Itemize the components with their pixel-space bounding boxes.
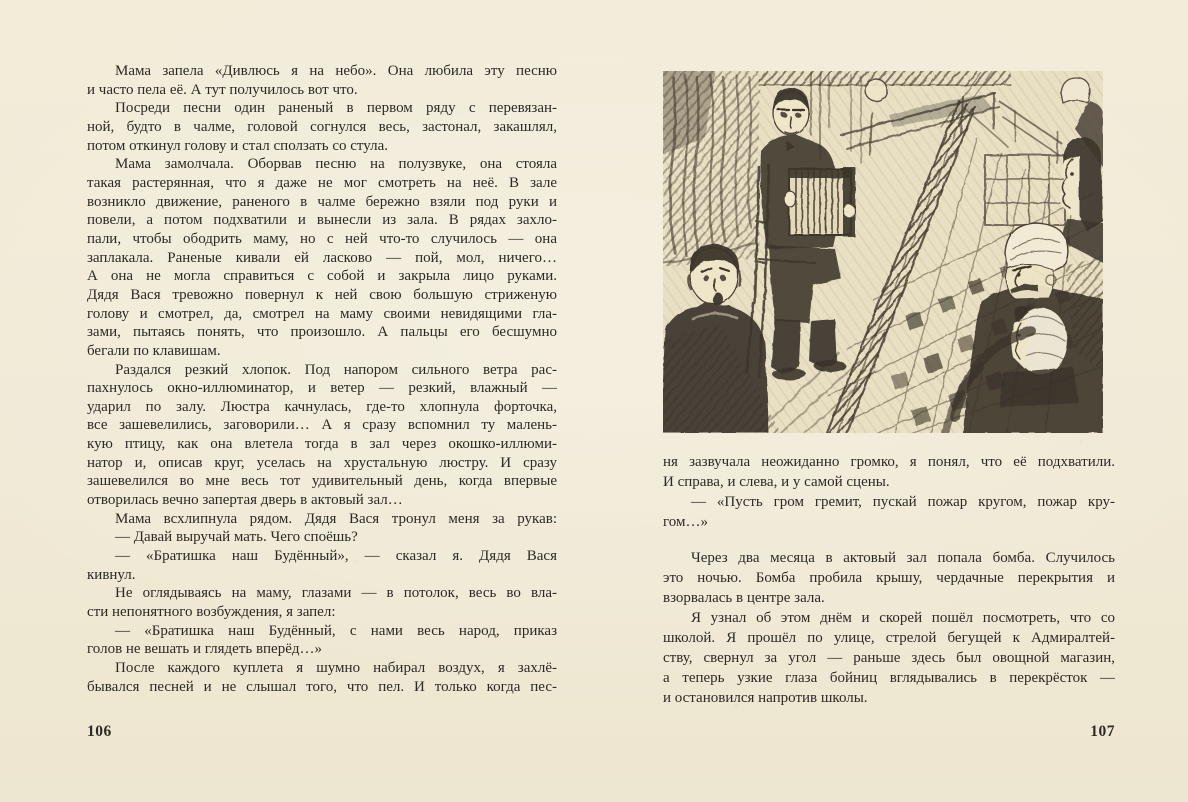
text-line: — Давай выручай мать. Чего споёшь? [115, 529, 358, 546]
text-line: бегали по клавишам. [87, 342, 221, 359]
text-line: кую птицу, как она влетела тогда в зал через окошко-иллюми- [87, 436, 557, 453]
paragraph [87, 584, 557, 621]
paragraph [663, 608, 1115, 708]
text-line: взорвалась в центре зала. [663, 590, 825, 606]
text-line: пали, чтобы ободрить маму, но с ней что-то случилось — она [87, 230, 557, 247]
accordion [784, 167, 855, 237]
text-line: ству, свернул за угол — раньше здесь был овощной магазин, [663, 650, 1115, 666]
text-line: повели, а потом подхватили и вынесли из зала. В рядах захло- [87, 212, 557, 229]
text-line: ня зазвучала неожиданно громко, я понял, что её подхватили. [663, 454, 1115, 470]
illustration-drawing [663, 71, 1103, 433]
text-line: зами, пытаясь понять, что произошло. А пальцы его бесшумно [87, 324, 557, 341]
paragraph [87, 361, 557, 510]
text-line: бывался песней и не слышал того, что пел. И только когда пес- [87, 678, 557, 695]
text-line: такая растерянная, что я даже не мог смотреть на неё. В зале [87, 174, 557, 191]
text-line: натор и, описав круг, уселась на хрустальную люстру. И сразу [87, 454, 557, 471]
text-line: возникло движение, раненого в чалме бережно взяли под руки и [87, 193, 557, 210]
text-line: Через два месяца в актовый зал попала бомба. Случилось [691, 550, 1115, 566]
text-line: и остановился напротив школы. [663, 690, 868, 706]
paragraph [663, 548, 1115, 608]
text-line: После каждого куплета я шумно набирал воздух, я захлё- [115, 660, 557, 676]
text-line: Посреди песни один раненый в первом ряду с перевязан- [115, 100, 557, 117]
text-line: Мама запела «Дивлюсь я на небо». Она любила эту песню [115, 63, 557, 79]
text-line: отворилась вечно запертая дверь в актовый зал… [87, 492, 403, 509]
text-line: кивнул. [87, 566, 136, 583]
paragraph [663, 492, 1115, 532]
paragraph [87, 510, 557, 529]
text-line: ной, будто в чалме, головой согнулся весь, застонал, закашлял, [87, 118, 557, 135]
text-line: Мама замолчала. Оборвав песню на полузвуке, она стояла [115, 156, 557, 173]
paragraph [87, 155, 557, 360]
page-number-left: 106 [87, 723, 112, 740]
text-line: гом…» [663, 514, 708, 530]
text-line: сти непонятного возбуждения, я запел: [87, 604, 336, 621]
text-line: ударил по залу. Люстра качнулась, где-то хлопнула форточка, [87, 398, 557, 415]
page-number-right: 107 [1090, 723, 1115, 740]
text-line: все зашевелились, заговорили… А я сразу вспомнил ту малень- [87, 417, 557, 434]
text-line: — «Братишка наш Будённый, с нами весь народ, приказ [115, 622, 557, 639]
story-illustration [663, 71, 1103, 433]
text-line: Мама всхлипнула рядом. Дядя Вася тронул меня за рукав: [115, 510, 557, 527]
text-line: Я узнал об этом днём и скорей пошёл посмотреть, что со [691, 610, 1115, 626]
paragraph [87, 99, 557, 155]
paragraph [87, 62, 557, 99]
paragraph [87, 659, 557, 696]
text-line: и часто пела её. А тут получилось вот что. [87, 81, 358, 98]
right-text-column [663, 452, 1115, 708]
text-line: Не оглядываясь на маму, глазами — в потолок, весь во вла- [115, 585, 557, 602]
paragraph [87, 547, 557, 584]
text-line: — «Пусть гром гремит, пускай пожар кругом, пожар кру- [691, 494, 1115, 510]
text-line: заплакала. Раненые кивали ей ласково — пой, мол, ничего… [87, 249, 557, 266]
text-line: голову и смотрел, да, смотрел на маму своими невидящими гла- [87, 305, 557, 322]
text-line: это ночью. Бомба пробила крышу, чердачные перекрытия и [663, 570, 1115, 586]
text-line: а теперь узкие глаза бойниц вглядывались в перекрёсток — [663, 670, 1115, 686]
text-line: голов не вешать и глядеть вперёд…» [87, 641, 322, 658]
text-line: Дядя Вася тревожно повернул к ней свою большую стриженую [87, 286, 557, 303]
text-line: И справа, и слева, и у самой сцены. [663, 474, 890, 490]
text-line: зашевелился во мне весь тот удивительный день, когда впервые [87, 473, 557, 490]
text-line: потом откинул голову и стал сползать со стула. [87, 137, 388, 154]
text-line: А она не могла справиться с собой и закрыла лицо руками. [87, 268, 557, 285]
text-line: — «Братишка наш Будённый», — сказал я. Дядя Вася [115, 548, 557, 565]
paragraph [87, 528, 557, 547]
paragraph [87, 622, 557, 659]
left-text-column [87, 62, 557, 696]
text-line: пахнулось окно-иллюминатор, и ветер — резкий, влажный — [87, 380, 557, 397]
text-line: школой. Я прошёл по улице, стрелой бегущей к Адмиралтей- [663, 630, 1115, 646]
paragraph [663, 452, 1115, 492]
text-line: Раздался резкий хлопок. Под напором сильного ветра рас- [115, 361, 557, 378]
